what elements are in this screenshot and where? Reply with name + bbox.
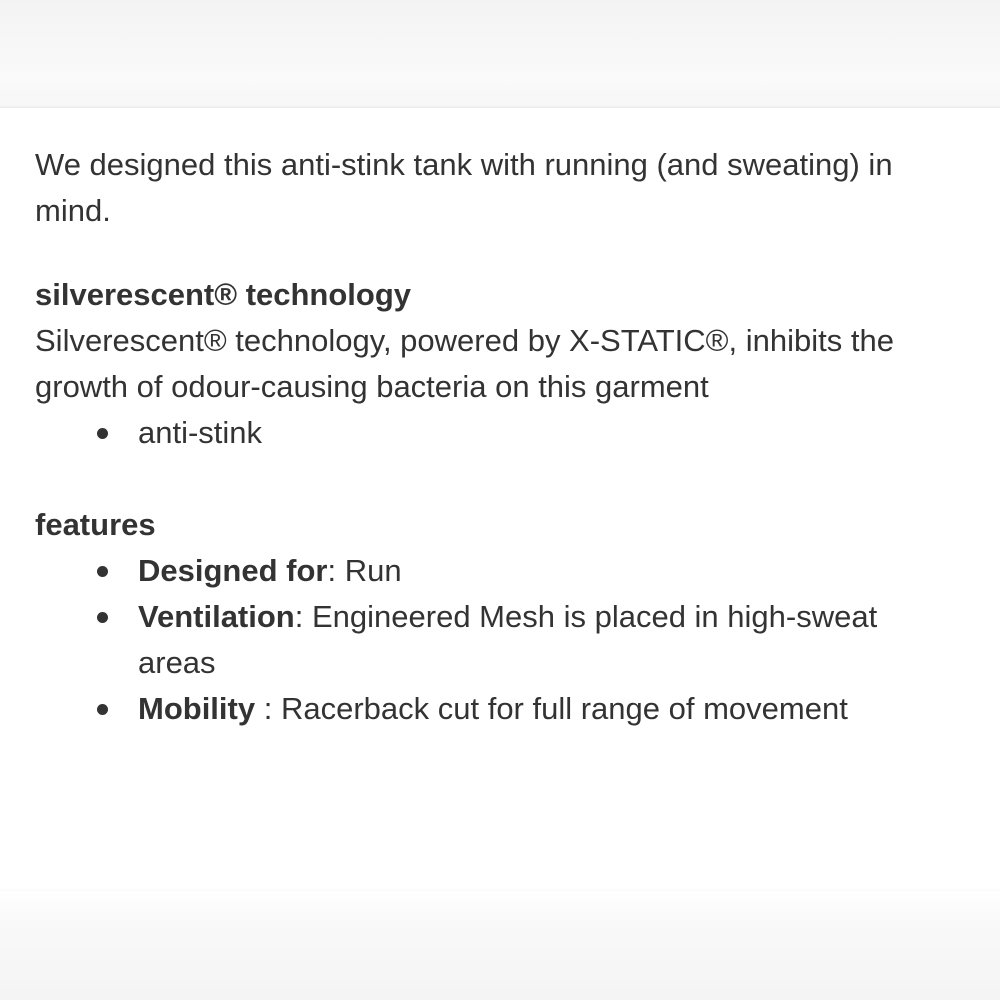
feature-item-designed-for [35, 548, 955, 594]
features-list [35, 548, 955, 732]
top-bar [0, 0, 1000, 108]
bullet-icon [97, 704, 108, 715]
feature-label: Ventilation [138, 599, 295, 634]
feature-value: Run [344, 553, 402, 588]
feature-separator: : [294, 599, 312, 634]
feature-label: Designed for [138, 553, 328, 588]
intro-text: We designed this anti-stink tank with running (and sweating) in mind. [35, 147, 893, 228]
features-heading: features [35, 507, 156, 542]
feature-separator: : [255, 691, 281, 726]
feature-item-ventilation [35, 594, 955, 686]
bullet-text: anti-stink [138, 415, 263, 450]
list-item [35, 410, 955, 456]
technology-bullet-list [35, 410, 955, 456]
feature-value: Engineered Mesh is placed in high-sweat areas [138, 599, 878, 680]
feature-label: Mobility [138, 691, 256, 726]
feature-item-mobility [35, 686, 955, 732]
feature-separator: : [327, 553, 345, 588]
bullet-icon [97, 566, 108, 577]
technology-heading: silverescent® technology [35, 277, 412, 312]
product-description [35, 142, 955, 732]
technology-description: Silverescent® technology, powered by X-STATIC®, inhibits the growth of odour-causing bacteria on this garment [35, 323, 894, 404]
bottom-bar [0, 888, 1000, 1000]
bullet-icon [97, 428, 108, 439]
bullet-icon [97, 612, 108, 623]
feature-value: Racerback cut for full range of movement [280, 691, 848, 726]
